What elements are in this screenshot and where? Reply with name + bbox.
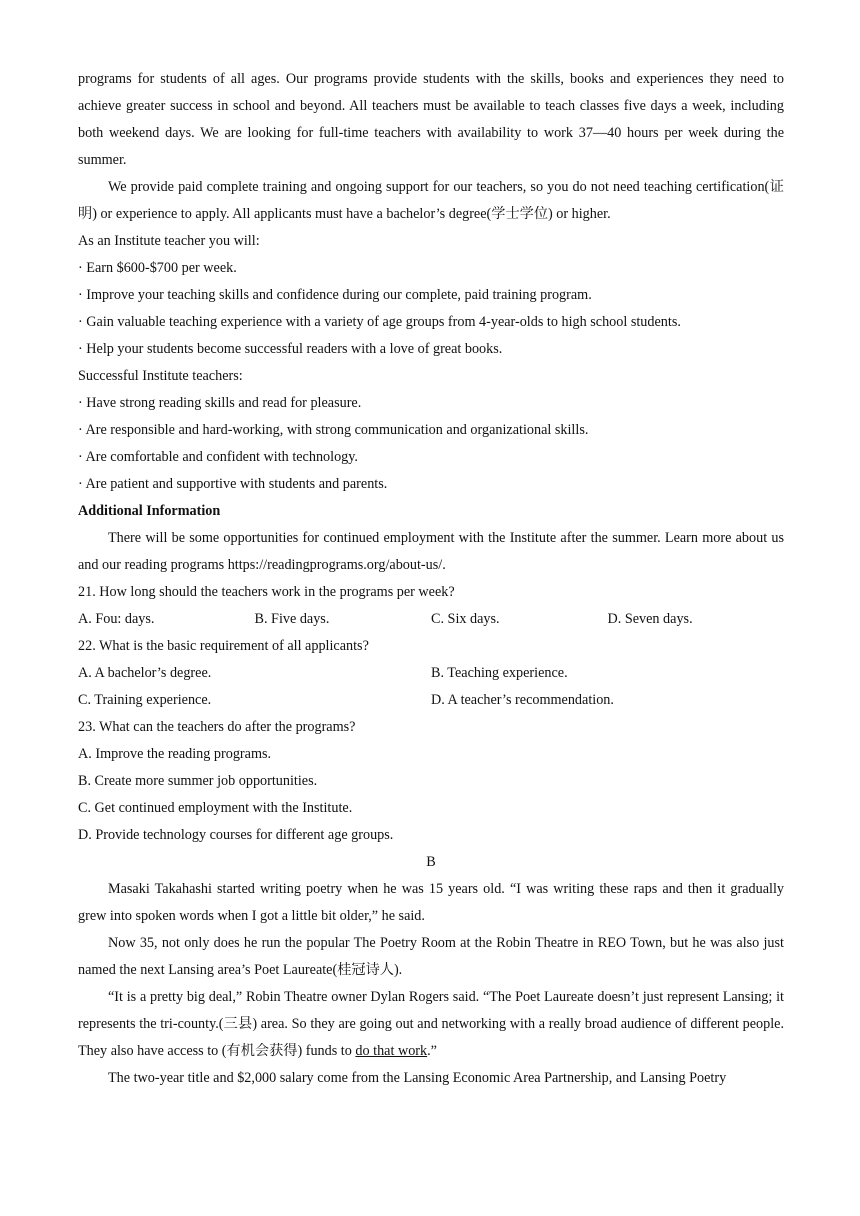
- option-d: D. Provide technology courses for different age groups.: [78, 827, 394, 843]
- list-item: · Are patient and supportive with students and parents.: [78, 476, 388, 492]
- option-b: B. Five days.: [254, 611, 330, 627]
- list-item: · Gain valuable teaching experience with a variety of age groups from 4-year-olds to high school students.: [78, 314, 681, 330]
- passage-b-paragraph-2: Now 35, not only does he run the popular The Poetry Room at the Robin Theatre in REO Town, but he was also just named the next Lansing area’s Poet Laureate(桂冠诗人).: [78, 935, 784, 978]
- option-a: A. A bachelor’s degree.: [78, 665, 212, 681]
- passage-b-paragraph-3: [78, 984, 784, 1065]
- additional-info-text: There will be some opportunities for continued employment with the Institute after the summer. Learn more about us and our reading programs https://readingprograms.org/about-us/.: [78, 530, 784, 573]
- successful-heading: Successful Institute teachers:: [78, 368, 243, 384]
- option-d: D. Seven days.: [607, 611, 693, 627]
- passage-a-paragraph-2: We provide paid complete training and ongoing support for our teachers, so you do not need teaching certification(证明) or experience to apply. All applicants must have a bachelor’s degree(学士学位) or higher.: [78, 179, 784, 222]
- option-d: D. A teacher’s recommendation.: [431, 692, 614, 708]
- question-21-options: [78, 606, 784, 633]
- option-b: B. Create more summer job opportunities.: [78, 773, 318, 789]
- passage-b-paragraph-4: The two-year title and $2,000 salary come from the Lansing Economic Area Partnership, and Lansing Poetry: [108, 1070, 727, 1086]
- option-c: C. Six days.: [431, 611, 500, 627]
- option-b: B. Teaching experience.: [431, 665, 568, 681]
- passage-a-paragraph-1: programs for students of all ages. Our programs provide students with the skills, books and experiences they need to achieve greater success in school and beyond. All teachers must be available to teach classes five days a week, including both weekend days. We are looking for full-time teachers with availability to work 37—40 hours per week during the summer.: [78, 71, 784, 168]
- passage-b-label: B: [426, 854, 436, 870]
- question-22: 22. What is the basic requirement of all applicants?: [78, 638, 369, 654]
- list-item: · Earn $600-$700 per week.: [78, 260, 237, 276]
- option-a: A. Improve the reading programs.: [78, 746, 272, 762]
- passage-b-paragraph-1: Masaki Takahashi started writing poetry when he was 15 years old. “I was writing these raps and then it gradually grew into spoken words when I got a little bit older,” he said.: [78, 881, 784, 924]
- list-item: · Are responsible and hard-working, with strong communication and organizational skills.: [78, 422, 589, 438]
- option-a: A. Fou: days.: [78, 611, 155, 627]
- you-will-heading: As an Institute teacher you will:: [78, 233, 260, 249]
- list-item: · Are comfortable and confident with technology.: [78, 449, 358, 465]
- question-22-options-row-2: [78, 687, 784, 714]
- list-item: · Help your students become successful readers with a love of great books.: [78, 341, 503, 357]
- question-22-options-row-1: [78, 660, 784, 687]
- paragraph-text: “It is a pretty big deal,” Robin Theatre owner Dylan Rogers said. “The Poet Laureate doesn’t just represent Lansing; it represents the tri-county.(三县) area. So they are going out and networking with a really broad audience of different people. They also have access to (有机会获得) funds to: [78, 989, 784, 1059]
- list-item: · Have strong reading skills and read for pleasure.: [78, 395, 362, 411]
- question-23: 23. What can the teachers do after the programs?: [78, 719, 356, 735]
- underlined-phrase: do that work: [355, 1043, 428, 1059]
- paragraph-text-end: .”: [427, 1043, 437, 1059]
- question-21: 21. How long should the teachers work in the programs per week?: [78, 584, 455, 600]
- document-page: [78, 66, 784, 1092]
- option-c: C. Training experience.: [78, 692, 212, 708]
- option-c: C. Get continued employment with the Institute.: [78, 800, 353, 816]
- additional-info-heading: Additional Information: [78, 503, 221, 519]
- list-item: · Improve your teaching skills and confidence during our complete, paid training program.: [78, 287, 592, 303]
